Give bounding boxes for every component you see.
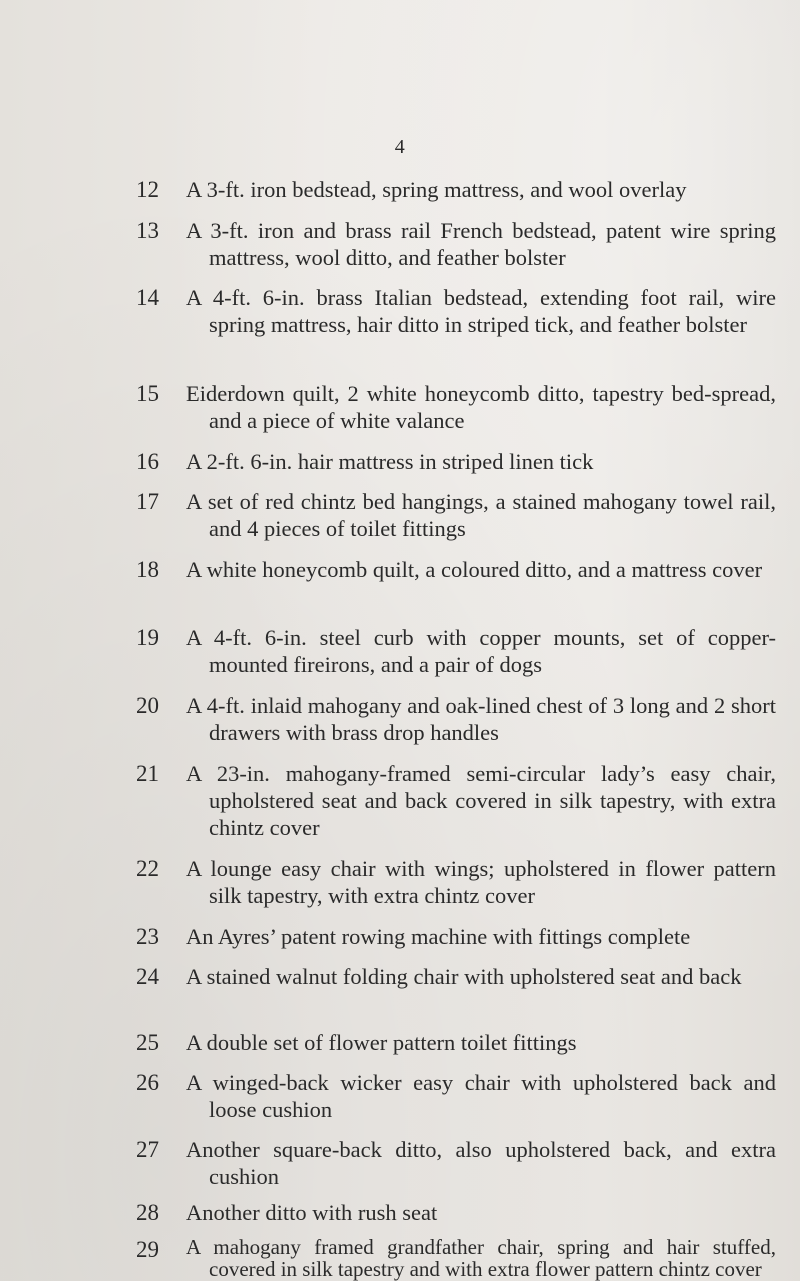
page-number: 4: [394, 136, 406, 158]
lot-description: A stained walnut folding chair with upholstered seat and back: [186, 964, 742, 989]
lot-number: 23: [136, 924, 159, 949]
lot-number: 12: [136, 177, 159, 202]
lot-number: 21: [136, 761, 159, 786]
lot-number: 20: [136, 693, 159, 718]
lot-description: An Ayres’ patent rowing machine with fittings complete: [186, 924, 691, 949]
lot-description: A lounge easy chair with wings; upholstered in flower pattern silk tapestry, with extra chintz cover: [186, 856, 776, 908]
lot-description: A 4-ft. inlaid mahogany and oak-lined chest of 3 long and 2 short drawers with brass drop handles: [186, 693, 776, 745]
lot-number: 29: [136, 1237, 159, 1262]
lot-number: 26: [136, 1070, 159, 1095]
lot-description: A mahogany framed grandfather chair, spring and hair stuffed, covered in silk tapestry and with extra flower pattern chintz cover: [186, 1235, 776, 1281]
lot-number: 18: [136, 557, 159, 582]
lot-number: 27: [136, 1137, 159, 1162]
lot-description: Eiderdown quilt, 2 white honeycomb ditto, tapestry bed-spread, and a piece of white valance: [186, 381, 776, 433]
lot-number: 14: [136, 285, 159, 310]
lot-number: 19: [136, 625, 159, 650]
lot-description: A double set of flower pattern toilet fittings: [186, 1030, 577, 1055]
lot-number: 22: [136, 856, 159, 881]
lot-number: 28: [136, 1200, 159, 1225]
lot-number: 25: [136, 1030, 159, 1055]
lot-number: 16: [136, 449, 159, 474]
lot-description: A winged-back wicker easy chair with upholstered back and loose cushion: [186, 1070, 776, 1122]
lot-number: 13: [136, 218, 159, 243]
lot-description: A white honeycomb quilt, a coloured ditto, and a mattress cover: [186, 557, 763, 582]
lot-description: A set of red chintz bed hangings, a stained mahogany towel rail, and 4 pieces of toilet fittings: [186, 489, 776, 541]
lot-description: A 3-ft. iron bedstead, spring mattress, and wool overlay: [186, 177, 687, 202]
lot-description: A 3-ft. iron and brass rail French bedstead, patent wire spring mattress, wool ditto, and feather bolster: [186, 218, 776, 270]
lot-description: A 23-in. mahogany-framed semi-circular lady’s easy chair, upholstered seat and back covered in silk tapestry, with extra chintz cover: [186, 761, 776, 840]
lot-description: Another square-back ditto, also upholstered back, and extra cushion: [186, 1137, 776, 1189]
lot-number: 17: [136, 489, 159, 514]
lot-number: 15: [136, 381, 159, 406]
lot-number: 24: [136, 964, 159, 989]
lot-description: A 4-ft. 6-in. brass Italian bedstead, extending foot rail, wire spring mattress, hair ditto in striped tick, and feather bolster: [186, 285, 776, 337]
lot-description: A 2-ft. 6-in. hair mattress in striped linen tick: [186, 449, 594, 474]
lot-description: A 4-ft. 6-in. steel curb with copper mounts, set of copper-mounted fireirons, and a pair of dogs: [186, 625, 776, 677]
lot-description: Another ditto with rush seat: [186, 1200, 438, 1225]
